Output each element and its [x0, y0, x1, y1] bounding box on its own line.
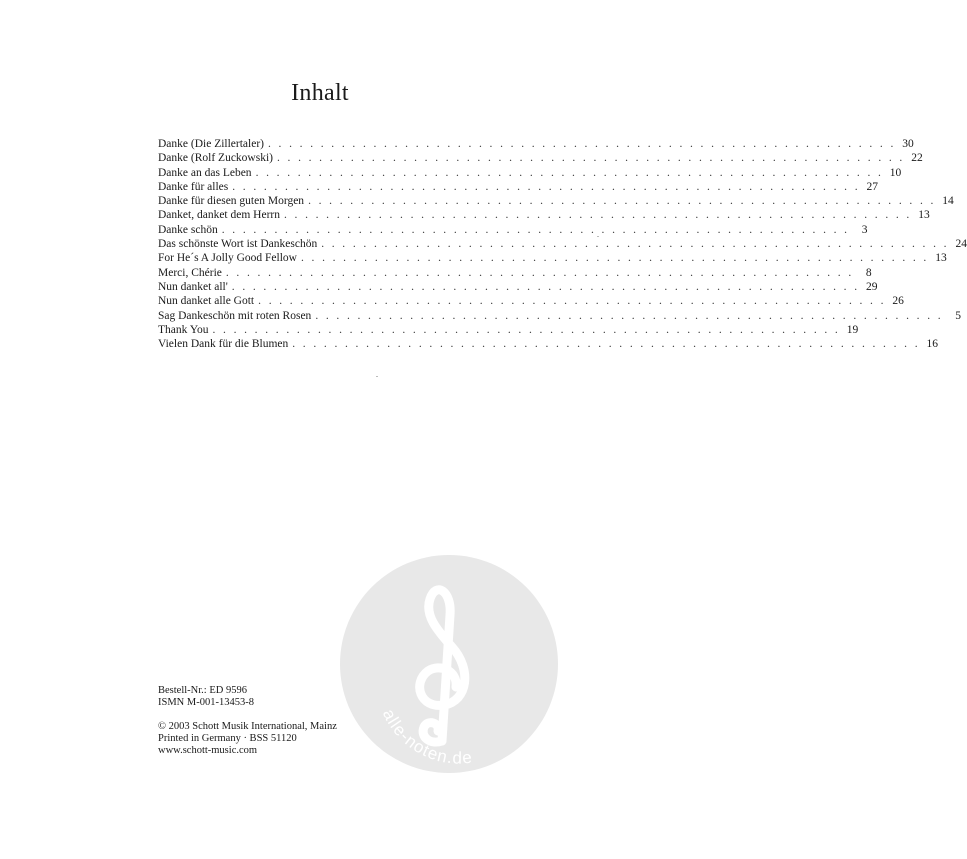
- toc-leader-dots: . . . . . . . . . . . . . . . . . . . . . . . . . . . . . . . . . . . . . . . . . . . . . . . . . . . . . . . . . . . .: [255, 166, 884, 179]
- toc-row: [158, 237, 967, 251]
- toc-entry-page: 13: [935, 252, 947, 265]
- toc-leader-dots: . . . . . . . . . . . . . . . . . . . . . . . . . . . . . . . . . . . . . . . . . . . . . . . . . . . . . . . . . . . .: [300, 252, 929, 265]
- toc-entry-page: 26: [892, 295, 904, 308]
- toc-row: [158, 194, 954, 208]
- toc-entry-title: Danke (Rolf Zuckowski): [158, 152, 273, 165]
- order-info: [158, 685, 254, 709]
- toc-entry-page: 19: [846, 323, 859, 336]
- order-number: Bestell-Nr.: ED 9596: [158, 685, 247, 696]
- stray-mark: [597, 236, 599, 237]
- toc-entry-title: Merci, Chérie: [158, 266, 222, 279]
- toc-entry-page: 10: [889, 166, 902, 179]
- publisher-info: [158, 721, 337, 757]
- toc-row: [158, 208, 930, 222]
- toc-entry-title: Das schönste Wort ist Dankeschön: [158, 238, 318, 251]
- toc-entry-title: Danket, danket dem Herrn: [158, 209, 280, 222]
- printed-in: Printed in Germany · BSS 51120: [158, 733, 297, 744]
- website-link: www.schott-music.com: [158, 745, 258, 756]
- toc-entry-page: 29: [866, 280, 878, 293]
- toc-entry-page: 24: [955, 238, 967, 251]
- toc-entry-title: For He´s A Jolly Good Fellow: [158, 252, 297, 265]
- toc-entry-page: 27: [866, 180, 878, 193]
- toc-row: [158, 223, 868, 237]
- toc-entry-title: Danke an das Leben: [158, 166, 252, 179]
- toc-leader-dots: . . . . . . . . . . . . . . . . . . . . . . . . . . . . . . . . . . . . . . . . . . . . . . . . . . . . . . . . . . . .: [308, 195, 936, 208]
- toc-row: [158, 166, 902, 180]
- toc-entry-page: 30: [902, 138, 914, 150]
- toc-entry-page: 22: [911, 152, 923, 165]
- toc-row: [158, 337, 938, 351]
- toc-row: [158, 266, 872, 280]
- toc-entry-title: Vielen Dank für die Blumen: [158, 338, 289, 351]
- toc-entry-title: Thank You: [158, 323, 209, 336]
- ismn: ISMN M-001-13453-8: [158, 697, 254, 708]
- toc-entry-title: Nun danket alle Gott: [158, 295, 255, 308]
- toc-entry-page: 8: [865, 266, 872, 279]
- toc-leader-dots: . . . . . . . . . . . . . . . . . . . . . . . . . . . . . . . . . . . . . . . . . . . . . . . . . . . . . . . . . . . .: [225, 266, 854, 279]
- toc-row: [158, 137, 914, 151]
- toc-entry-title: Danke für diesen guten Morgen: [158, 195, 305, 208]
- toc-entry-title: Danke schön: [158, 223, 218, 236]
- watermark-logo: [340, 555, 558, 773]
- toc-leader-dots: . . . . . . . . . . . . . . . . . . . . . . . . . . . . . . . . . . . . . . . . . . . . . . . . . . . . . . . . . . . .: [232, 180, 860, 193]
- toc-row: [158, 180, 878, 194]
- toc-entry-page: 16: [926, 338, 938, 351]
- toc-entry-title: Danke für alles: [158, 180, 229, 193]
- toc-leader-dots: . . . . . . . . . . . . . . . . . . . . . . . . . . . . . . . . . . . . . . . . . . . . . . . . . . . . . . . . . . . .: [221, 223, 850, 236]
- toc-row: [158, 280, 878, 294]
- toc-leader-dots: . . . . . . . . . . . . . . . . . . . . . . . . . . . . . . . . . . . . . . . . . . . . . . . . . . . . . . . . . . . .: [231, 280, 860, 293]
- toc-row: [158, 251, 947, 265]
- toc-row: [158, 294, 904, 308]
- stray-mark: [376, 376, 378, 377]
- toc-entry-page: 3: [861, 223, 868, 236]
- toc-leader-dots: . . . . . . . . . . . . . . . . . . . . . . . . . . . . . . . . . . . . . . . . . . . . . . . . . . . . . . . . . . . .: [321, 238, 949, 251]
- toc-entry-page: 13: [918, 209, 930, 222]
- toc-entry-title: Nun danket all': [158, 280, 228, 293]
- toc-leader-dots: . . . . . . . . . . . . . . . . . . . . . . . . . . . . . . . . . . . . . . . . . . . . . . . . . . . . . . . . . . . .: [258, 295, 886, 308]
- toc-leader-dots: . . . . . . . . . . . . . . . . . . . . . . . . . . . . . . . . . . . . . . . . . . . . . . . . . . . . . . . . . . . .: [315, 309, 944, 322]
- watermark-text: alle-noten.de: [378, 705, 474, 768]
- toc-leader-dots: . . . . . . . . . . . . . . . . . . . . . . . . . . . . . . . . . . . . . . . . . . . . . . . . . . . . . . . . . . . .: [276, 152, 905, 165]
- toc-row: [158, 323, 859, 337]
- toc-entry-page: 5: [955, 309, 962, 322]
- page-title: Inhalt: [291, 80, 349, 106]
- toc-entry-title: Danke (Die Zillertaler): [158, 138, 264, 150]
- toc-leader-dots: . . . . . . . . . . . . . . . . . . . . . . . . . . . . . . . . . . . . . . . . . . . . . . . . . . . . . . . . . . . .: [212, 323, 841, 336]
- toc-entry-page: 14: [942, 195, 954, 208]
- copyright-notice: © 2003 Schott Musik International, Mainz: [158, 721, 337, 732]
- toc-leader-dots: . . . . . . . . . . . . . . . . . . . . . . . . . . . . . . . . . . . . . . . . . . . . . . . . . . . . . . . . . . . .: [283, 209, 912, 222]
- toc-leader-dots: . . . . . . . . . . . . . . . . . . . . . . . . . . . . . . . . . . . . . . . . . . . . . . . . . . . . . . . . . . . .: [268, 138, 896, 150]
- toc-entry-title: Sag Dankeschön mit roten Rosen: [158, 309, 312, 322]
- table-of-contents: [158, 137, 967, 351]
- toc-leader-dots: . . . . . . . . . . . . . . . . . . . . . . . . . . . . . . . . . . . . . . . . . . . . . . . . . . . . . . . . . . . .: [292, 338, 920, 351]
- toc-row: [158, 151, 923, 165]
- toc-row: [158, 309, 962, 323]
